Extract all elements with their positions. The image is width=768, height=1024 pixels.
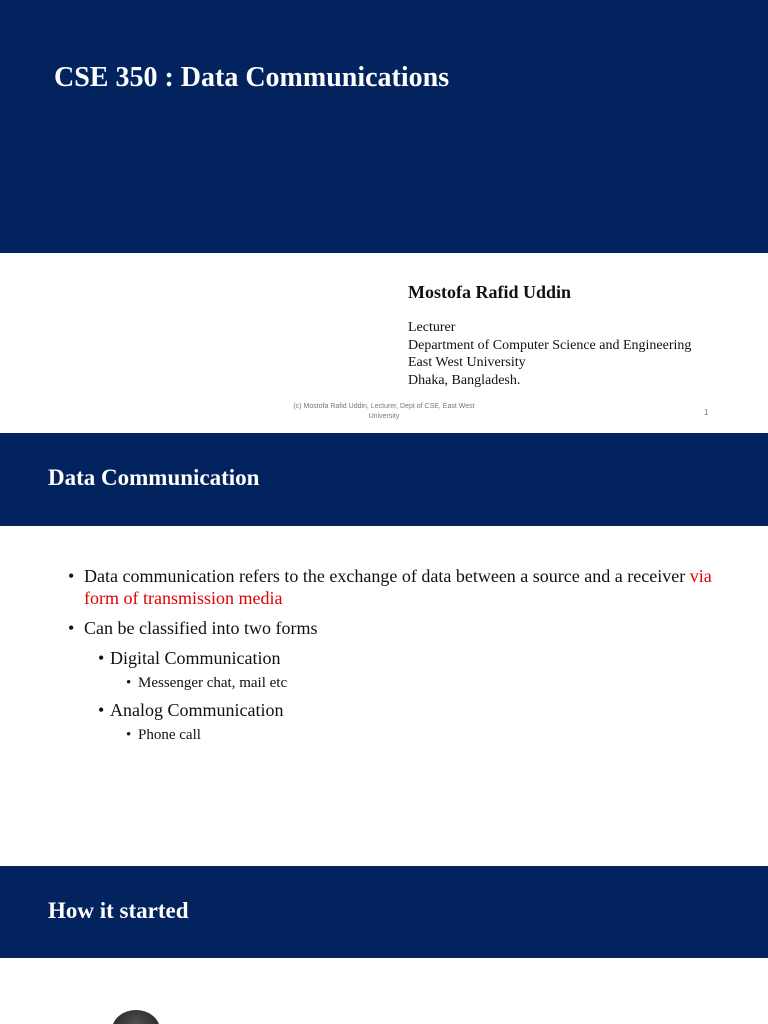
cropped-image [112,1010,160,1024]
title-header-band [0,0,768,253]
definition-highlight: via form of transmission media [84,566,712,608]
sub-bullet-analog: • Analog Communication [110,699,720,721]
bullet-classification: • Can be classified into two forms [80,617,720,639]
slide-footer [268,402,500,422]
author-name: Mostofa Rafid Uddin [408,282,572,302]
author-location: Dhaka, Bangladesh. [408,372,521,388]
footer-line-2: University [368,413,400,420]
footer-line-1: (c) Mostofa Rafid Uddin, Lecturer, Dept of CSE, East West [293,403,475,410]
content-slide-how-it-started [0,866,768,1024]
slide-heading: How it started [48,898,189,923]
page-number: 1 [704,408,709,417]
content-header-band [0,433,768,526]
author-university: East West University [408,355,526,370]
slide-title: CSE 350 : Data Communications [54,62,450,93]
definition-text: Data communication refers to the exchange of data between a source and a receiver [84,566,690,586]
title-slide [0,0,768,433]
sub-sub-bullet-digital-example: • Messenger chat, mail etc [138,673,720,693]
author-info [408,319,691,389]
content-header-band [0,866,768,958]
author-department: Department of Computer Science and Engineering [408,337,692,353]
author-position: Lecturer [408,320,456,335]
content-slide-data-communication [0,433,768,866]
sub-sub-bullet-analog-example: • Phone call [138,725,720,745]
sub-bullet-digital: • Digital Communication [110,647,720,669]
bullet-list [80,565,720,751]
slide-heading: Data Communication [48,465,260,490]
bullet-definition [80,565,720,609]
